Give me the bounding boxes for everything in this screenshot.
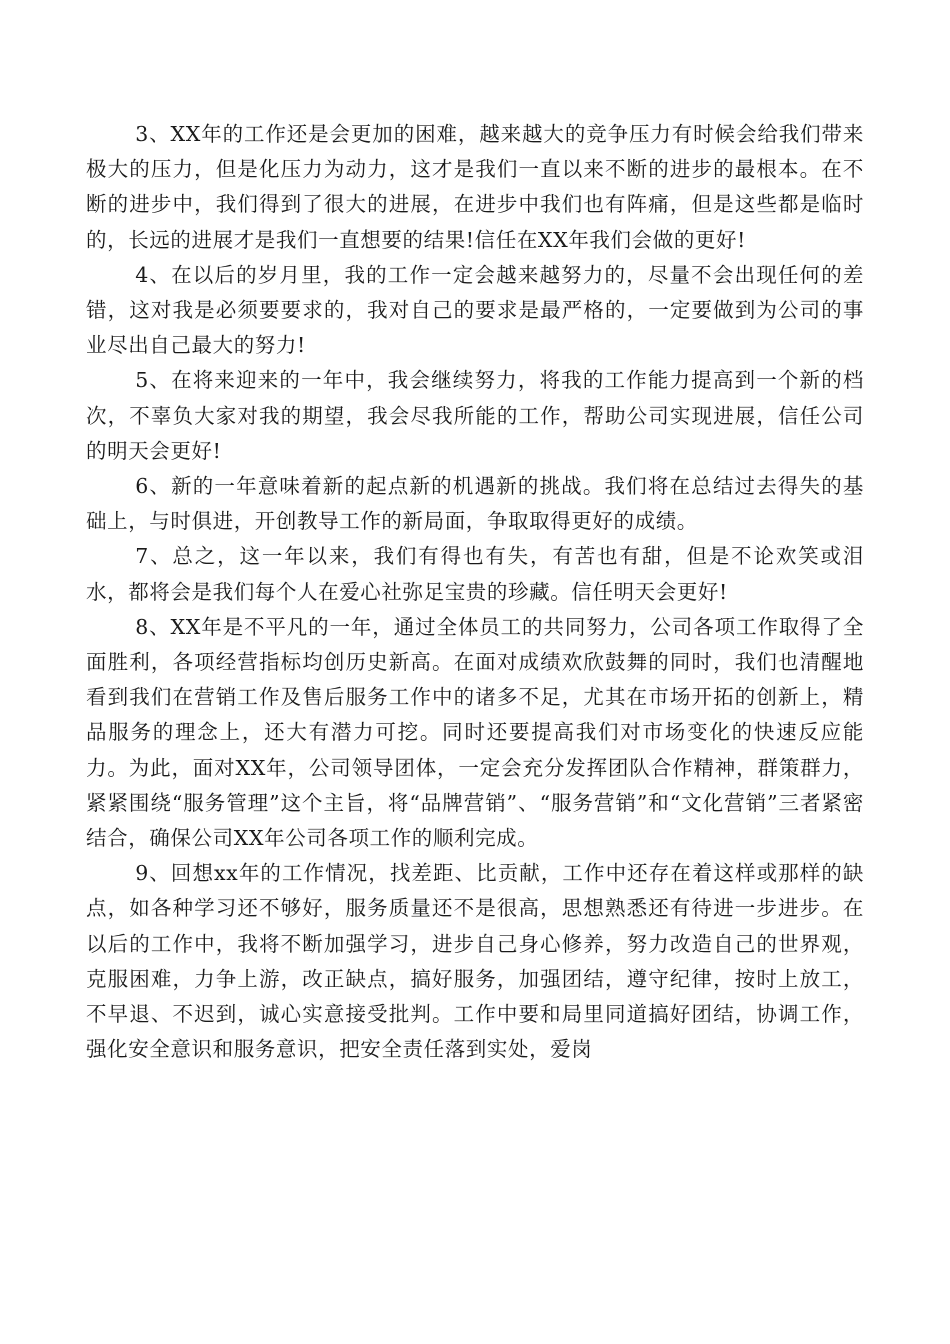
- paragraph-8: 8、XX年是不平凡的一年，通过全体员工的共同努力，公司各项工作取得了全面胜利，各项经营指标均创历史新高。在面对成绩欢欣鼓舞的同时，我们也清醒地看到我们在营销工作及售后服务工作中的诸多不足，尤其在市场开拓的创新上，精品服务的理念上，还大有潜力可挖。同时还要提高我们对市场变化的快速反应能力。为此，面对XX年，公司领导团体，一定会充分发挥团队合作精神，群策群力，紧紧围绕“服务管理”这个主旨，将“品牌营销”、“服务营销”和“文化营销”三者紧密结合，确保公司XX年公司各项工作的顺利完成。: [86, 614, 864, 851]
- paragraph-9: 9、回想xx年的工作情况，找差距、比贡献，工作中还存在着这样或那样的缺点，如各种学习还不够好，服务质量还不是很高，思想熟悉还有待进一步进步。在以后的工作中，我将不断加强学习，进步自己身心修养，努力改造自己的世界观，克服困难，力争上游，改正缺点，搞好服务，加强团结，遵守纪律，按时上放工，不早退、不迟到，诚心实意接受批判。工作中要和局里同道搞好团结，协调工作，强化安全意识和服务意识，把安全责任落到实处，爱岗: [86, 861, 864, 1062]
- paragraph-3: 3、XX年的工作还是会更加的困难，越来越大的竞争压力有时候会给我们带来极大的压力，但是化压力为动力，这才是我们一直以来不断的进步的最根本。在不断的进步中，我们得到了很大的进展，在进步中我们也有阵痛，但是这些都是临时的，长远的进展才是我们一直想要的结果!信任在XX年我们会做的更好!: [86, 122, 864, 252]
- paragraph-7: 7、总之，这一年以来，我们有得也有失，有苦也有甜，但是不论欢笑或泪水，都将会是我们每个人在爱心社弥足宝贵的珍藏。信任明天会更好!: [86, 544, 864, 604]
- document-page: [86, 117, 864, 1067]
- paragraph-5: 5、在将来迎来的一年中，我会继续努力，将我的工作能力提高到一个新的档次，不辜负大家对我的期望，我会尽我所能的工作，帮助公司实现进展，信任公司的明天会更好!: [86, 368, 864, 463]
- paragraph-6: 6、新的一年意味着新的起点新的机遇新的挑战。我们将在总结过去得失的基础上，与时俱进，开创教导工作的新局面，争取取得更好的成绩。: [86, 474, 864, 534]
- paragraph-4: 4、在以后的岁月里，我的工作一定会越来越努力的，尽量不会出现任何的差错，这对我是必须要要求的，我对自己的要求是最严格的，一定要做到为公司的事业尽出自己最大的努力!: [86, 262, 864, 358]
